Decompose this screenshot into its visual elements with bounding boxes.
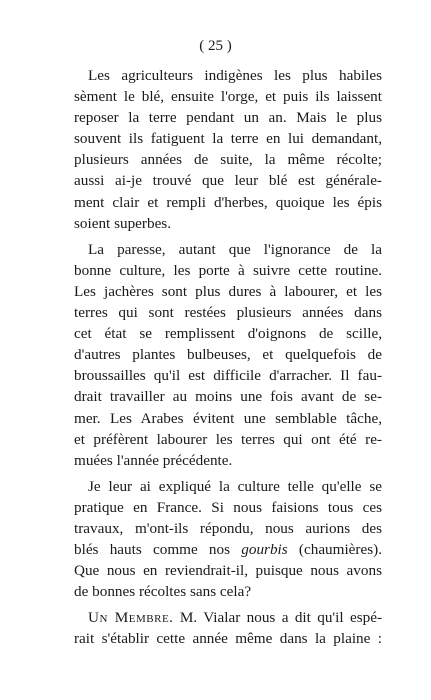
text-line: muées l'année précédente. xyxy=(74,451,233,469)
text-line-with-italic xyxy=(74,539,382,560)
text-fragment: blés hauts comme nos xyxy=(74,541,242,559)
text-line: d'autres plantes bulbeuses, et quelquefois de xyxy=(74,346,382,364)
paragraph-2 xyxy=(74,239,382,471)
text-line: cet état se remplissent d'oignons de scille, xyxy=(74,325,382,343)
text-fragment: M. Vialar nous a dit qu'il espé- xyxy=(173,609,383,627)
text-line: pratique en France. Si nous faisions tous ces xyxy=(74,498,382,516)
text-line: soient superbes. xyxy=(74,214,172,232)
text-line: plusieurs années de suite, la même récolte; xyxy=(74,151,382,169)
text-line: terres qui sont restées plusieurs années dans xyxy=(74,304,382,322)
paragraph-1 xyxy=(74,65,382,234)
text-line: reposer la terre pendant un an. Mais le plus xyxy=(74,109,382,127)
text-line: Je leur ai expliqué la culture telle qu'elle se xyxy=(88,477,382,495)
text-fragment: (chaumières). xyxy=(287,541,382,559)
text-line-with-speaker xyxy=(74,607,382,628)
paragraph-4 xyxy=(74,607,382,649)
page-number: ( 25 ) xyxy=(199,38,232,54)
text-line: et préfèrent labourer les terres qui ont été re- xyxy=(74,430,382,448)
text-line: de bonnes récoltes sans cela? xyxy=(74,583,252,601)
text-line: travaux, m'ont-ils répondu, nous aurions des xyxy=(74,519,382,537)
text-line: broussailles qu'il est difficile d'arracher. Il fau- xyxy=(74,367,382,385)
text-line: Que nous en reviendrait-il, puisque nous avons xyxy=(74,562,382,580)
text-line: souvent ils fatiguent la terre en lui demandant, xyxy=(74,130,382,148)
italic-word: gourbis xyxy=(241,541,288,559)
text-line: Les jachères sont plus dures à labourer, et les xyxy=(74,282,382,300)
text-line: bonne culture, les porte à suivre cette routine. xyxy=(74,261,382,279)
body-text xyxy=(74,65,382,655)
paragraph-3 xyxy=(74,476,382,603)
text-line: drait travailler au moins une fois avant de se- xyxy=(74,388,382,406)
text-line: aussi ai-je trouvé que leur blé est générale- xyxy=(74,172,382,190)
text-line: sèment le blé, ensuite l'orge, et puis ils laissent xyxy=(74,88,382,106)
speaker-label: Un Membre. xyxy=(88,609,174,627)
text-line: mer. Les Arabes évitent une semblable tâche, xyxy=(74,409,382,427)
text-line: ment clair et rempli d'herbes, quoique les épis xyxy=(74,193,382,211)
text-line: Les agriculteurs indigènes les plus habiles xyxy=(88,67,382,84)
text-line: rait s'établir cette année même dans la plaine : xyxy=(74,630,382,648)
text-line: La paresse, autant que l'ignorance de la xyxy=(88,240,382,258)
